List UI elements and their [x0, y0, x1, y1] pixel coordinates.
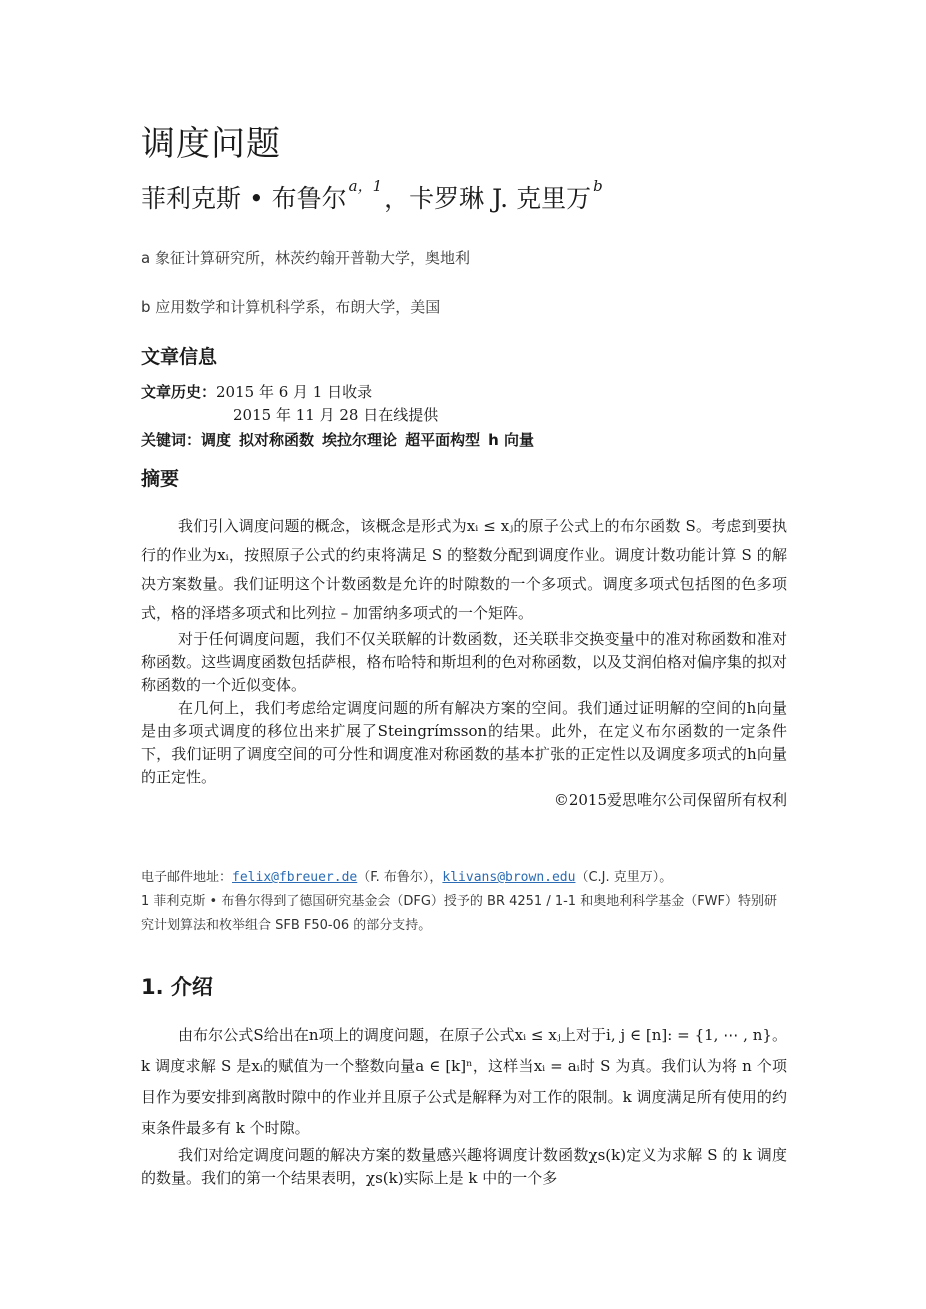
email-name-klivans: （C.J. 克里万）。 — [575, 870, 673, 885]
introduction-body — [141, 1020, 787, 1190]
keyword: 拟对称函数 — [239, 431, 315, 449]
email-footnote — [141, 866, 787, 890]
keyword: 超平面构型 — [405, 431, 481, 449]
copyright-notice: ©2015爱思唯尔公司保留所有权利 — [553, 791, 787, 809]
author-klivans: 卡罗琳 J. 克里万 — [409, 184, 592, 213]
keywords-label: 关键词： — [141, 431, 202, 449]
abstract-body — [141, 512, 787, 812]
keyword: 调度 — [201, 431, 232, 449]
affiliation-b: b 应用数学和计算机科学系，布朗大学，美国 — [141, 298, 441, 316]
section-heading-introduction: 1. 介绍 — [141, 975, 213, 999]
abstract-paragraph: 我们引入调度问题的概念，该概念是形式为xᵢ ≤ xⱼ的原子公式上的布尔函数 S。考虑到要执行的作业为xᵢ，按照原子公式的约束将满足 S 的整数分配到调度作业。调度计数功能计算 S 的解决方案数量。我们证明这个计数函数是允许的时隙数的一个多项式。调度多项式包括图的色多项式，格的泽塔多项式和比列拉 – 加雷纳多项式的一个矩阵。 — [141, 517, 787, 622]
article-history — [141, 381, 438, 427]
funding-footnote: 1 菲利克斯 • 布鲁尔得到了德国研究基金会（DFG）授予的 BR 4251 / 1-1 和奥地利科学基金（FWF）特别研究计划算法和枚举组合 SFB F50-06 的部分支持。 — [141, 894, 778, 933]
article-info-heading: 文章信息 — [141, 346, 218, 368]
abstract-heading: 摘要 — [141, 468, 180, 490]
author-separator: ， — [384, 184, 410, 213]
history-label: 文章历史： — [141, 383, 217, 401]
author-line — [141, 177, 605, 213]
email-name-breuer: （F. 布鲁尔）， — [357, 870, 443, 885]
keyword: 埃拉尔理论 — [322, 431, 398, 449]
history-online: 2015 年 11 月 28 日在线提供 — [233, 406, 439, 424]
email-label: 电子邮件地址： — [141, 870, 233, 885]
keyword: h 向量 — [488, 431, 534, 449]
author-breuer: 菲利克斯 • 布鲁尔 — [141, 184, 347, 213]
intro-paragraph: 由布尔公式S给出在n项上的调度问题，在原子公式xᵢ ≤ xⱼ上对于i, j ∈ [n]: = {1, ⋯ , n}。k 调度求解 S 是xᵢ的赋值为一个整数向量a ∈ [k]ⁿ，这样当xᵢ = aᵢ时 S 为真。我们认为将 n 个项目作为要安排到离散时隙中的作业并且原子公式是解释为对工作的限制。k 调度满足所有使用的约束条件最多有 k 个时隙。 — [141, 1026, 787, 1137]
paper-title: 调度问题 — [141, 124, 281, 164]
affiliation-a: a 象征计算研究所，林茨约翰开普勒大学，奥地利 — [141, 249, 470, 267]
email-link-breuer[interactable]: felix@fbreuer.de — [232, 870, 358, 885]
keywords — [141, 429, 542, 450]
email-link-klivans[interactable]: klivans@brown.edu — [442, 870, 576, 885]
author-klivans-affil-marker: b — [593, 177, 603, 195]
author-breuer-affil-marker: a，1 — [348, 177, 383, 195]
footnotes — [141, 866, 787, 938]
abstract-paragraph: 在几何上，我们考虑给定调度问题的所有解决方案的空间。我们通过证明解的空间的h向量是由多项式调度的移位出来扩展了Steingrímsson的结果。此外，在定义布尔函数的一定条件下，我们证明了调度空间的可分性和调度准对称函数的基本扩张的正定性以及调度多项式的h向量的正定性。 — [141, 699, 787, 786]
history-received: 2015 年 6 月 1 日收录 — [216, 383, 373, 401]
intro-paragraph: 我们对给定调度问题的解决方案的数量感兴趣将调度计数函数χs(k)定义为求解 S 的 k 调度的数量。我们的第一个结果表明，χs(k)实际上是 k 中的一个多 — [141, 1146, 787, 1187]
abstract-paragraph: 对于任何调度问题，我们不仅关联解的计数函数，还关联非交换变量中的准对称函数和准对称函数。这些调度函数包括萨根，格布哈特和斯坦利的色对称函数，以及艾润伯格对偏序集的拟对称函数的一个近似变体。 — [141, 630, 787, 694]
